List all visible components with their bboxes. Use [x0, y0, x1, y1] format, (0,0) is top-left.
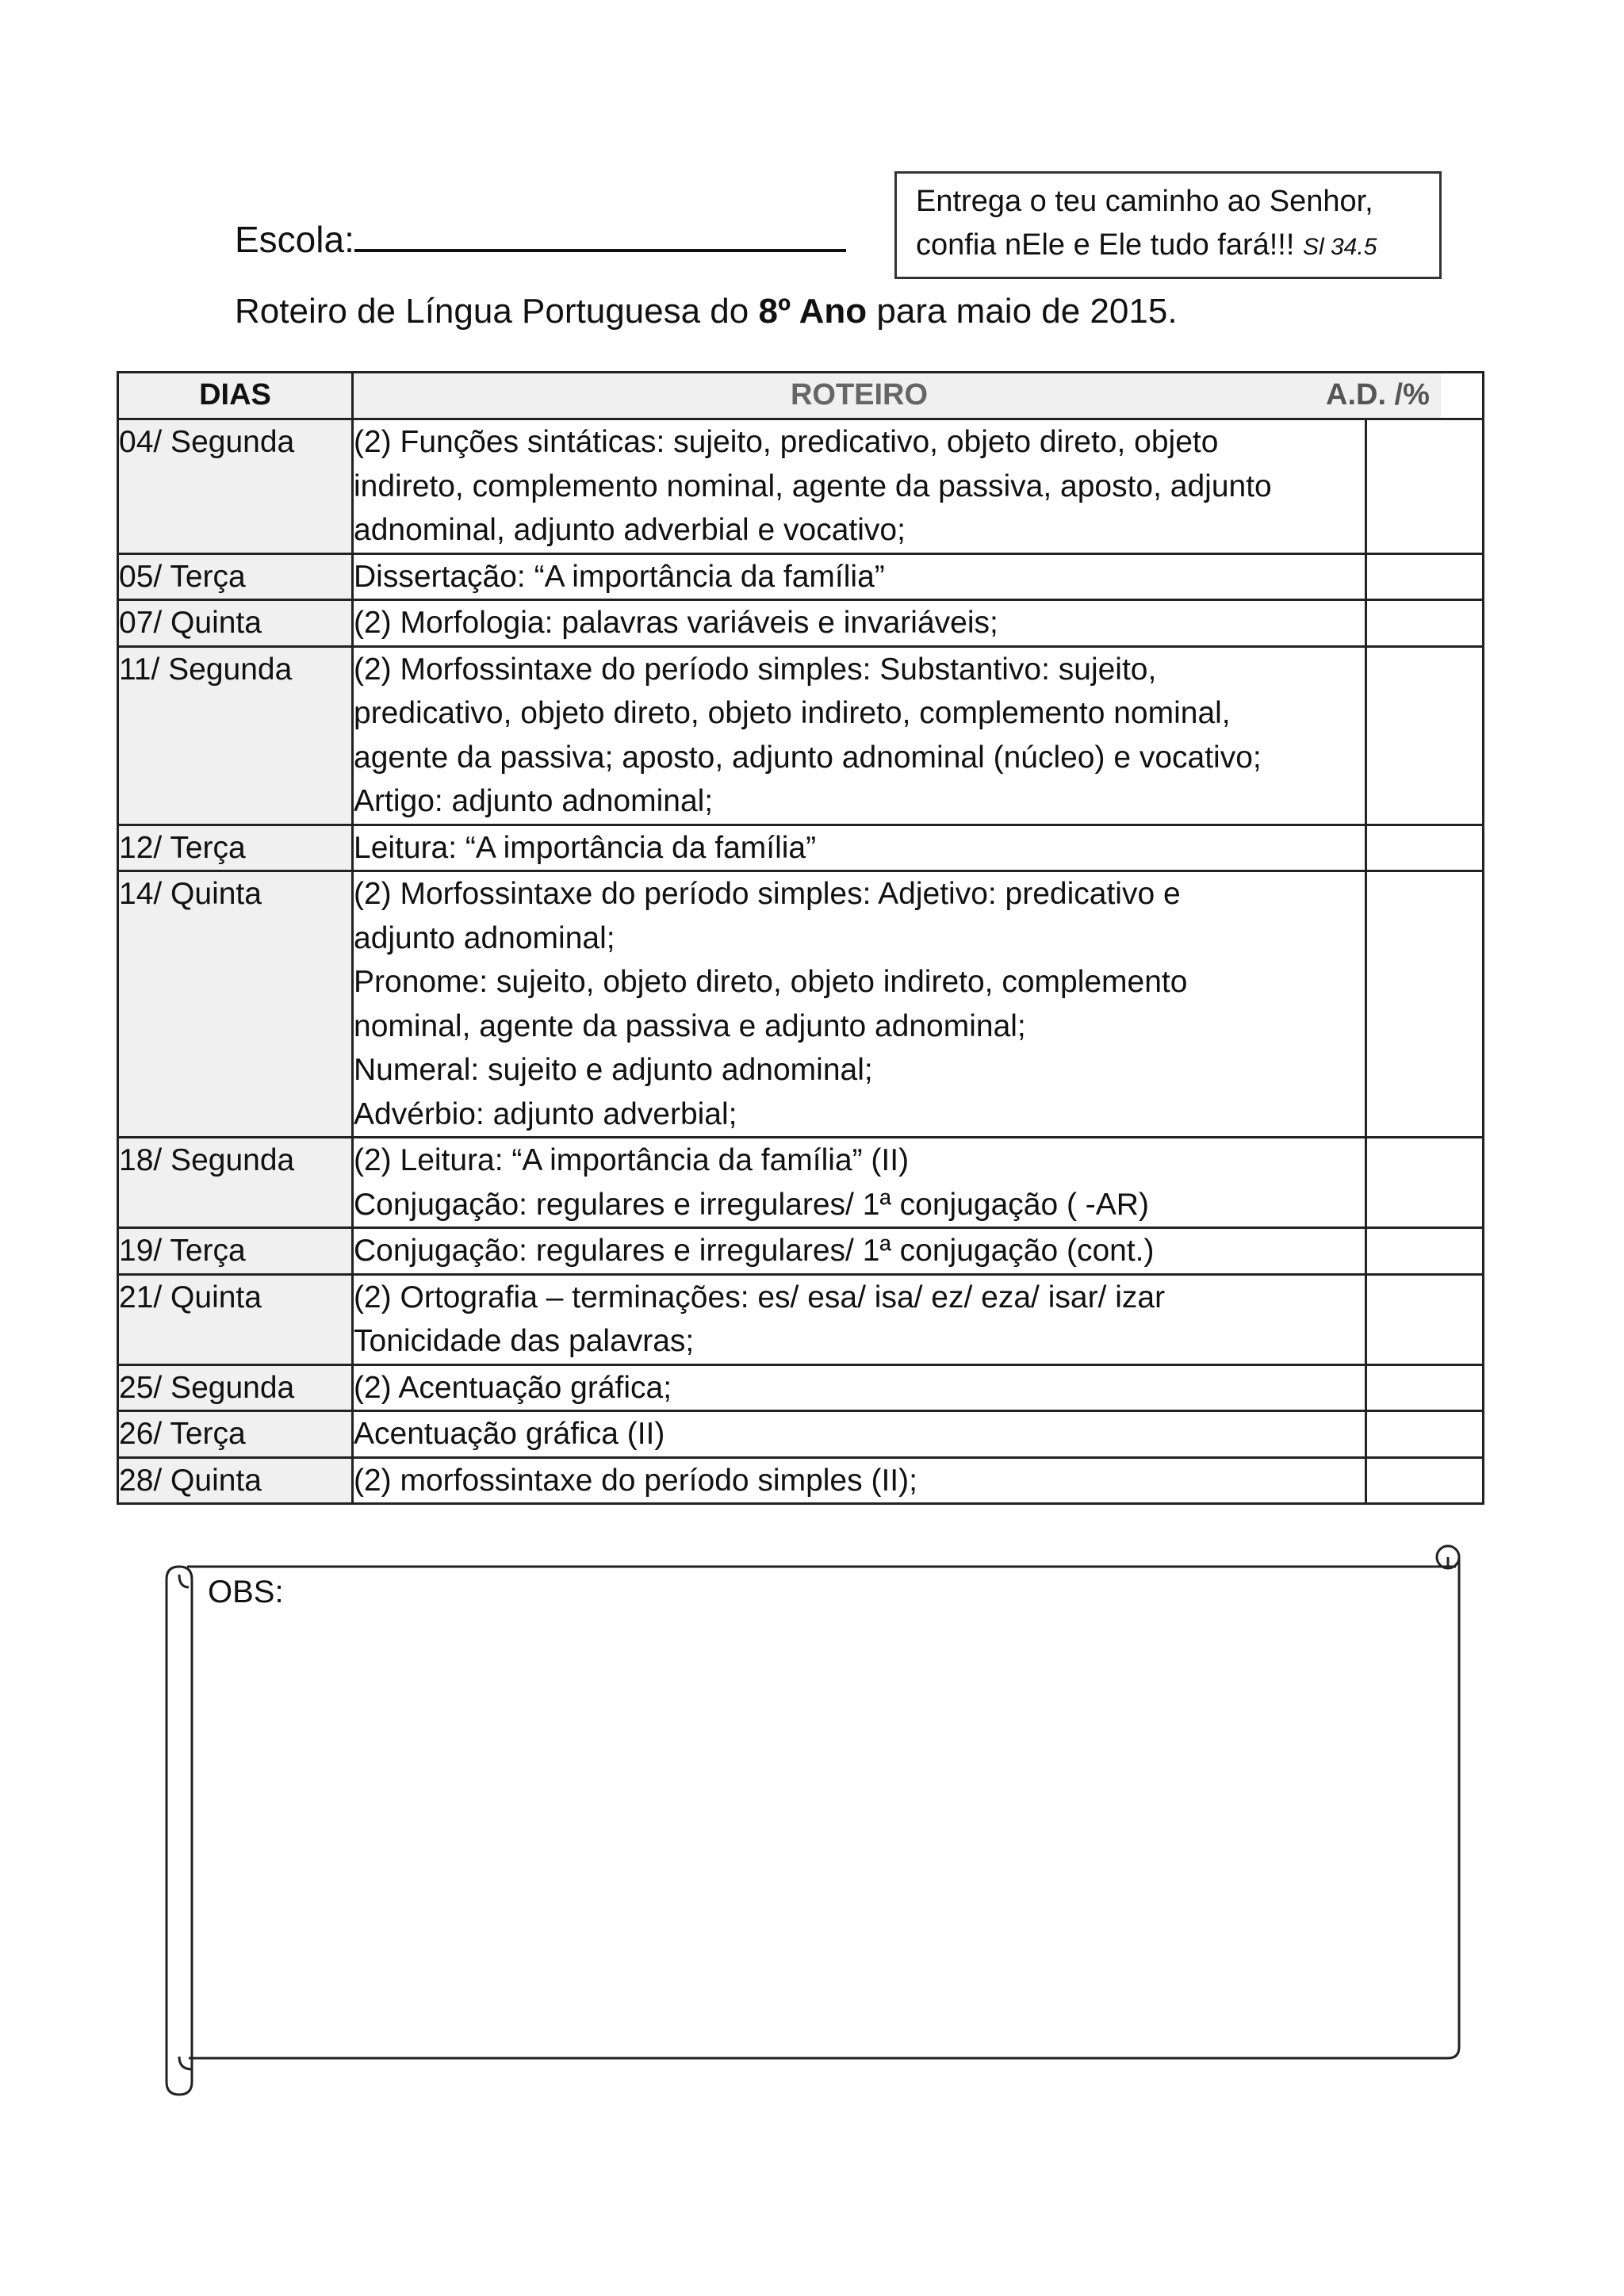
row-dia: 25/ Segunda [118, 1364, 353, 1411]
row-roteiro [353, 646, 1366, 825]
row-dia: 05/ Terça [118, 553, 353, 600]
header-dias: DIAS [118, 373, 353, 419]
page-title [235, 292, 1178, 331]
roteiro-line: adjunto adnominal; [354, 920, 615, 955]
row-roteiro [353, 1457, 1366, 1504]
row-roteiro [353, 871, 1366, 1138]
roteiro-line: predicativo, objeto direto, objeto indireto, complemento nominal, [354, 696, 1231, 730]
row-roteiro [353, 1228, 1366, 1275]
obs-label: OBS: [208, 1575, 284, 1609]
roteiro-line: (2) morfossintaxe do período simples (II); [354, 1463, 917, 1498]
row-ad-cell [1366, 825, 1484, 871]
table-row [118, 1457, 1484, 1504]
roteiro-line: indireto, complemento nominal, agente da passiva, aposto, adjunto [354, 469, 1272, 503]
roteiro-line: (2) Morfologia: palavras variáveis e invariáveis; [354, 606, 998, 640]
table-row [118, 553, 1484, 600]
obs-scroll-frame [155, 1530, 1472, 2101]
row-ad-cell [1366, 1411, 1484, 1458]
row-dia: 14/ Quinta [118, 871, 353, 1138]
title-pre: Roteiro de Língua Portuguesa do [235, 292, 759, 331]
roteiro-table [117, 371, 1484, 1505]
table-row [118, 600, 1484, 647]
quote-reference: Sl 34.5 [1302, 234, 1377, 260]
header-roteiro-label: ROTEIRO [790, 378, 929, 411]
roteiro-line: Pronome: sujeito, objeto direto, objeto indireto, complemento [354, 965, 1188, 999]
row-roteiro [353, 419, 1366, 554]
row-roteiro [353, 1411, 1366, 1458]
roteiro-line: Numeral: sujeito e adjunto adnominal; [354, 1053, 873, 1087]
roteiro-line: agente da passiva; aposto, adjunto adnominal (núcleo) e vocativo; [354, 740, 1262, 775]
row-dia: 28/ Quinta [118, 1457, 353, 1504]
roteiro-line: Acentuação gráfica (II) [354, 1417, 665, 1451]
row-roteiro [353, 1138, 1366, 1228]
row-ad-cell [1366, 1457, 1484, 1504]
table-row [118, 1228, 1484, 1275]
roteiro-line: (2) Leitura: “A importância da família” (II) [354, 1143, 910, 1177]
row-dia: 12/ Terça [118, 825, 353, 871]
roteiro-line: (2) Acentuação gráfica; [354, 1370, 672, 1405]
row-roteiro [353, 825, 1366, 871]
roteiro-line: (2) Ortografia – terminações: es/ esa/ isa/ ez/ eza/ isar/ izar [354, 1280, 1166, 1314]
header-ad: A.D. /% [1325, 373, 1442, 419]
roteiro-line: (2) Morfossintaxe do período simples: Adjetivo: predicativo e [354, 877, 1181, 911]
header-roteiro [353, 373, 1366, 419]
table-row [118, 419, 1484, 554]
quote-line-2 [916, 224, 1439, 269]
roteiro-line: Leitura: “A importância da família” [354, 830, 817, 865]
row-dia: 18/ Segunda [118, 1138, 353, 1228]
quote-line-1: Entrega o teu caminho ao Senhor, [916, 185, 1373, 218]
row-roteiro [353, 1274, 1366, 1364]
table-row [118, 1138, 1484, 1228]
escola-label: Escola: [235, 219, 354, 260]
title-grade: 8º Ano [758, 292, 868, 331]
row-ad-cell [1366, 600, 1484, 647]
row-ad-cell [1366, 1364, 1484, 1411]
quote-line-2-text: confia nEle e Ele tudo fará!!! [916, 228, 1295, 262]
roteiro-line: Advérbio: adjunto adverbial; [354, 1096, 737, 1131]
roteiro-line: (2) Funções sintáticas: sujeito, predicativo, objeto direto, objeto [354, 425, 1219, 459]
table-row [118, 1364, 1484, 1411]
row-roteiro [353, 1364, 1366, 1411]
row-dia: 07/ Quinta [118, 600, 353, 647]
roteiro-line: (2) Morfossintaxe do período simples: Substantivo: sujeito, [354, 652, 1157, 687]
roteiro-line: Artigo: adjunto adnominal; [354, 784, 714, 818]
escola-field [235, 212, 846, 261]
row-roteiro [353, 600, 1366, 647]
row-ad-cell [1366, 871, 1484, 1138]
table-header-row [118, 373, 1484, 419]
table-body [118, 419, 1484, 1504]
row-ad-cell [1366, 553, 1484, 600]
row-dia: 04/ Segunda [118, 419, 353, 554]
table-row [118, 871, 1484, 1138]
title-post: para maio de 2015. [867, 292, 1178, 331]
roteiro-line: nominal, agente da passiva e adjunto adnominal; [354, 1008, 1026, 1043]
quote-box [894, 171, 1442, 279]
row-dia: 21/ Quinta [118, 1274, 353, 1364]
roteiro-line: Conjugação: regulares e irregulares/ 1ª conjugação (cont.) [354, 1234, 1155, 1268]
row-dia: 26/ Terça [118, 1411, 353, 1458]
roteiro-line: Dissertação: “A importância da família” [354, 559, 885, 594]
roteiro-line: Tonicidade das palavras; [354, 1324, 695, 1358]
table-row [118, 1274, 1484, 1364]
table-row [118, 646, 1484, 825]
row-roteiro [353, 553, 1366, 600]
row-ad-cell [1366, 1228, 1484, 1275]
escola-blank-line [354, 212, 846, 252]
row-dia: 19/ Terça [118, 1228, 353, 1275]
table-row [118, 1411, 1484, 1458]
table-row [118, 825, 1484, 871]
roteiro-line: Conjugação: regulares e irregulares/ 1ª conjugação ( -AR) [354, 1187, 1149, 1222]
roteiro-line: adnominal, adjunto adverbial e vocativo; [354, 513, 906, 547]
row-ad-cell [1366, 646, 1484, 825]
row-dia: 11/ Segunda [118, 646, 353, 825]
row-ad-cell [1366, 419, 1484, 554]
row-ad-cell [1366, 1138, 1484, 1228]
row-ad-cell [1366, 1274, 1484, 1364]
